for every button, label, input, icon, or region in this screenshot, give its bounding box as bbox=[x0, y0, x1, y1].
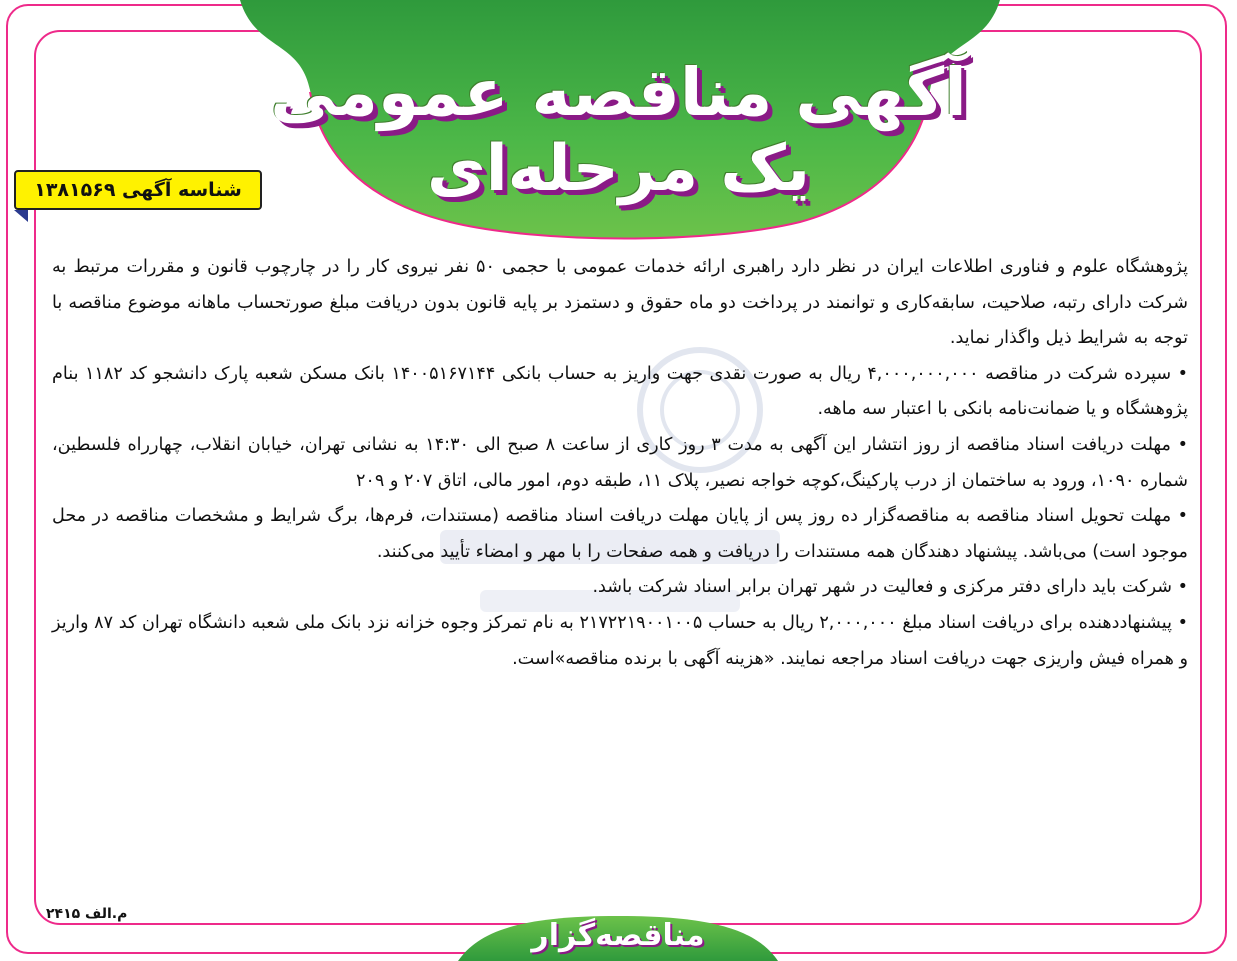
condition-item: • پیشنهاددهنده برای دریافت اسناد مبلغ ۲,۰۰۰,۰۰۰ ریال به حساب ۲۱۷۲۲۱۹۰۰۱۰۰۵ به نام تمرکز وجوه خزانه نزد بانک ملی شعبه دانشگاه تهران کد ۸۷ واریز و همراه فیش واریزی جهت دریافت اسناد مراجعه نمایند. «هزینه آگهی با برنده مناقصه»است. bbox=[52, 612, 1189, 669]
footer-label: مناقصه‌گزار bbox=[531, 918, 705, 953]
badge-tab-icon bbox=[14, 210, 28, 222]
ad-id-badge: شناسه آگهی ۱۳۸۱۵۶۹ bbox=[14, 170, 262, 210]
footer-reference: م.الف ۲۴۱۵ bbox=[46, 906, 128, 922]
notice-body bbox=[52, 250, 1188, 677]
title-line-1: آگهی مناقصه عمومی bbox=[270, 54, 967, 131]
condition-item: • شرکت باید دارای دفتر مرکزی و فعالیت در شهر تهران برابر اسناد شرکت باشد. bbox=[592, 577, 1188, 598]
intro-paragraph: پژوهشگاه علوم و فناوری اطلاعات ایران در نظر دارد راهبری ارائه خدمات عمومی با حجمی ۵۰ نفر نیروی کار را در چارچوب قانون و مقررات مرتبط به شرکت دارای رتبه، صلاحیت، سابقه‌کاری و توانمند در پرداخت دو ماه حقوق و دستمزد بر پایه قانون بدون دریافت مبلغ صورتحساب ماهانه موضوع مناقصه با توجه به شرایط ذیل واگذار نماید. bbox=[52, 257, 1188, 349]
condition-item: • سپرده شرکت در مناقصه ۴,۰۰۰,۰۰۰,۰۰۰ ریال به صورت نقدی جهت واریز به حساب بانکی ۱۴۰۰۵۱۶۷۱۴۴ بانک مسکن شعبه پارک دانشجو کد ۱۱۸۲ بنام پژوهشگاه و یا ضمانت‌نامه بانکی با اعتبار سه ماهه. bbox=[52, 363, 1188, 420]
condition-item: • مهلت تحویل اسناد مناقصه به مناقصه‌گزار ده روز پس از پایان مهلت دریافت اسناد مناقصه (مستندات، فرم‌ها، برگ شرایط و مشخصات مناقصه در محل موجود است) می‌باشد. پیشنهاد دهندگان همه مستندات را دریافت و همه صفحات را با مهر و امضاء تأیید می‌کنند. bbox=[52, 506, 1188, 562]
title-line-2: یک مرحله‌ای bbox=[427, 132, 810, 206]
condition-item: • مهلت دریافت اسناد مناقصه از روز انتشار این آگهی به مدت ۳ روز کاری از ساعت ۸ صبح الی ۱۴:۳۰ به نشانی تهران، خیابان انقلاب، چهارراه فلسطین، شماره ۱۰۹۰، ورود به ساختمان از درب پارکینگ،کوچه خواجه نصیر، پلاک ۱۱، طبقه دوم، امور مالی، اتاق ۲۰۷ و ۲۰۹ bbox=[52, 434, 1189, 491]
